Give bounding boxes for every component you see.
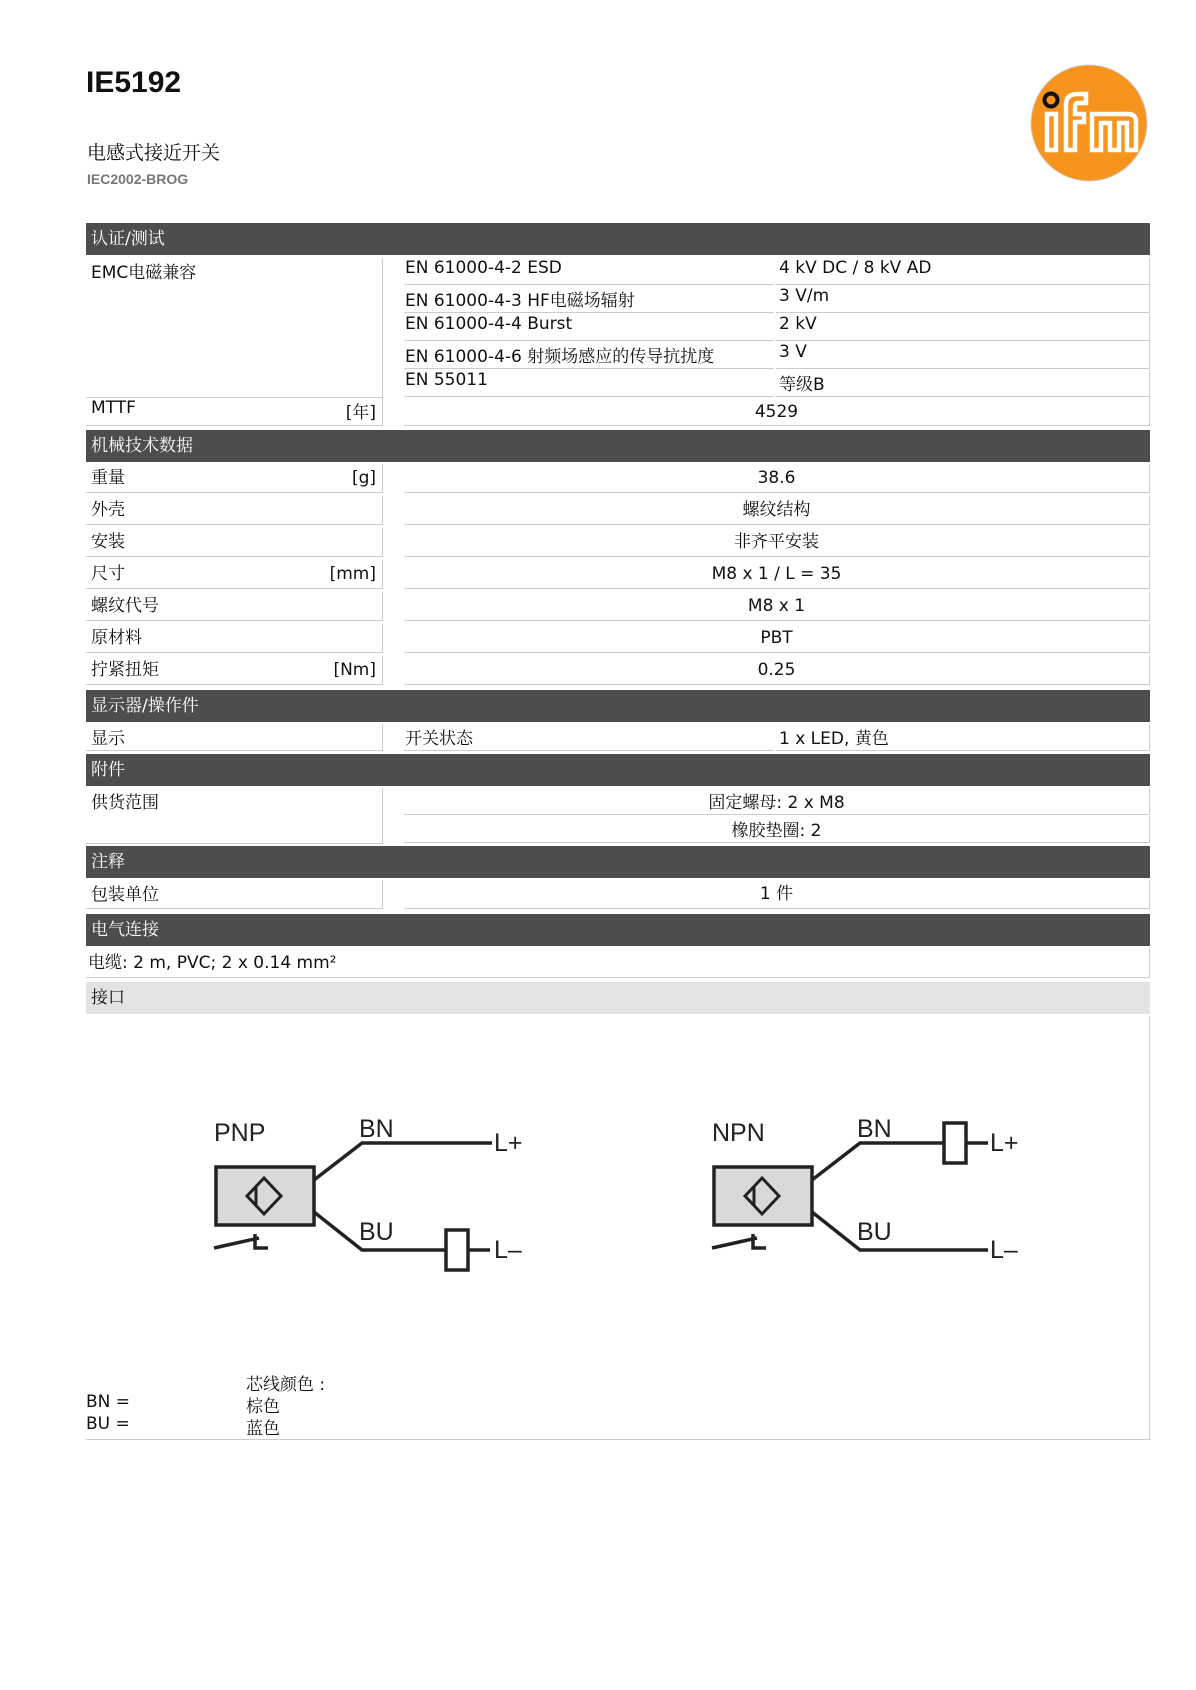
legend-code: BU = — [86, 1414, 130, 1434]
mttf-value: 4529 — [404, 398, 1150, 426]
mech-label: 安装 — [86, 528, 383, 557]
pnp-label: PNP — [214, 1119, 266, 1147]
notes-label: 包装单位 — [86, 880, 383, 909]
pnp-lminus-label: L– — [494, 1236, 522, 1264]
mech-label: 尺寸 [mm] — [86, 560, 383, 589]
display-label: 显示 — [86, 724, 383, 751]
mech-value: 0.25 — [404, 656, 1150, 685]
legend-heading: 芯线颜色 : — [246, 1375, 326, 1395]
pnp-bn-label: BN — [359, 1115, 394, 1143]
accessories-label: 供货范围 — [86, 788, 383, 844]
emc-value: 等级B — [776, 370, 1150, 397]
emc-label: EMC电磁兼容 — [86, 258, 383, 398]
mech-value: 38.6 — [404, 464, 1150, 493]
display-value: 1 x LED, 黄色 — [776, 724, 1150, 751]
display-sub-label: 开关状态 — [404, 724, 774, 751]
section-display: 显示器/操作件 — [86, 690, 1150, 722]
section-accessories: 附件 — [86, 754, 1150, 786]
mech-label: 重量 [g] — [86, 464, 383, 493]
emc-value: 4 kV DC / 8 kV AD — [776, 258, 1150, 285]
legend-color: 棕色 — [246, 1397, 280, 1417]
accessory-item: 橡胶垫圈: 2 — [404, 816, 1150, 843]
mttf-label: MTTF [年] — [86, 398, 383, 426]
electrical-cable: 电缆: 2 m, PVC; 2 x 0.14 mm² — [86, 948, 1150, 978]
emc-std: EN 55011 — [404, 370, 774, 397]
pnp-lplus-label: L+ — [494, 1129, 523, 1157]
mech-value: PBT — [404, 624, 1150, 653]
emc-std: EN 61000-4-6 射频场感应的传导抗扰度 — [404, 342, 774, 369]
emc-std: EN 61000-4-2 ESD — [404, 258, 774, 285]
notes-value: 1 件 — [404, 880, 1150, 909]
npn-bn-label: BN — [857, 1115, 892, 1143]
emc-std: EN 61000-4-3 HF电磁场辐射 — [404, 286, 774, 313]
section-electrical: 电气连接 — [86, 914, 1150, 946]
section-notes: 注释 — [86, 846, 1150, 878]
npn-lminus-label: L– — [990, 1236, 1018, 1264]
product-type: 电感式接近开关 — [87, 142, 221, 164]
section-mechanical: 机械技术数据 — [86, 430, 1150, 462]
product-title: IE5192 — [86, 66, 182, 99]
emc-std: EN 61000-4-4 Burst — [404, 314, 774, 341]
mech-label: 拧紧扭矩 [Nm] — [86, 656, 383, 685]
legend-color: 蓝色 — [246, 1419, 280, 1439]
section-interface: 接口 — [86, 982, 1150, 1014]
mech-value: M8 x 1 — [404, 592, 1150, 621]
mech-label: 外壳 — [86, 496, 383, 525]
legend-code: BN = — [86, 1392, 131, 1412]
mech-label: 原材料 — [86, 624, 383, 653]
product-code: IEC2002-BROG — [87, 171, 189, 187]
emc-value: 3 V/m — [776, 286, 1150, 313]
npn-label: NPN — [712, 1119, 765, 1147]
pnp-bu-label: BU — [359, 1218, 394, 1246]
mech-value: M8 x 1 / L = 35 — [404, 560, 1150, 589]
mttf-unit: [年] — [345, 403, 376, 423]
mech-label: 螺纹代号 — [86, 592, 383, 621]
npn-lplus-label: L+ — [990, 1129, 1019, 1157]
section-cert: 认证/测试 — [86, 223, 1150, 255]
emc-value: 3 V — [776, 342, 1150, 369]
accessory-item: 固定螺母: 2 x M8 — [404, 788, 1150, 815]
mech-value: 螺纹结构 — [404, 496, 1150, 525]
mech-value: 非齐平安装 — [404, 528, 1150, 557]
emc-value: 2 kV — [776, 314, 1150, 341]
npn-bu-label: BU — [857, 1218, 892, 1246]
